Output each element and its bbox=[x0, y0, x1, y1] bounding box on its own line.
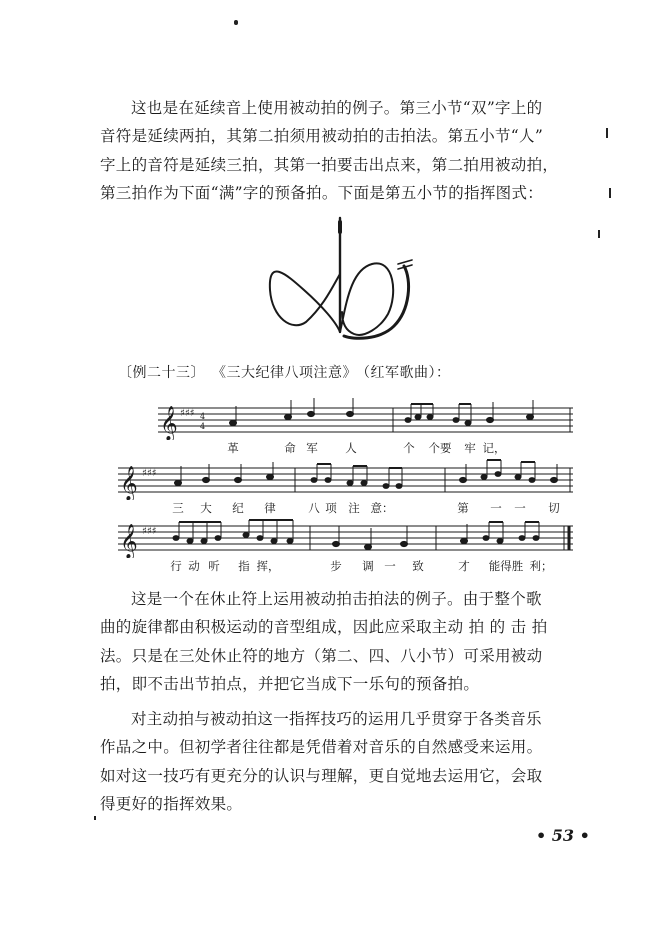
lyric: 记， bbox=[482, 441, 506, 455]
lyric: 八 bbox=[308, 501, 320, 515]
svg-text:4: 4 bbox=[200, 412, 206, 421]
text-line: 这是一个在休止符上运用被动拍击拍法的例子。由于整个歌 bbox=[131, 590, 542, 608]
text-line: 如对这一技巧有更充分的认识与理解，更自觉地去运用它，会取 bbox=[100, 766, 543, 785]
page-number: • 53 • bbox=[536, 826, 590, 845]
lyric: 一 bbox=[514, 501, 526, 515]
scan-speck bbox=[234, 20, 238, 25]
example-heading bbox=[118, 362, 451, 382]
svg-text:♯♯♯: ♯♯♯ bbox=[142, 526, 157, 537]
svg-text:𝄞: 𝄞 bbox=[120, 524, 138, 558]
scan-speck bbox=[598, 230, 600, 238]
text-line: 得更好的指挥效果。 bbox=[100, 794, 243, 813]
text-line: 字上的音符是延续三拍，其第一拍要击出点来，第二拍用被动拍， bbox=[100, 155, 559, 174]
lyric: 大 bbox=[200, 501, 212, 515]
text-line: 拍，即不击出节拍点，并把它当成下一乐句的预备拍。 bbox=[100, 674, 480, 693]
music-staff-2 bbox=[118, 456, 573, 516]
text-line: 第三拍作为下面“满”字的预备拍。下面是第五小节的指挥图式： bbox=[100, 183, 544, 202]
svg-text:𝄞: 𝄞 bbox=[160, 406, 178, 440]
lyric: 第 bbox=[457, 501, 469, 515]
lyric: 命 bbox=[284, 441, 296, 455]
song-title: 《三大纪律八项注意》 bbox=[219, 365, 357, 381]
lyric: 步 bbox=[330, 559, 342, 573]
text-line: 作品之中。但初学者往往都是凭借着对音乐的自然感受来运用。 bbox=[100, 738, 543, 757]
lyric: 军 bbox=[306, 441, 318, 455]
lyric: 注 bbox=[348, 501, 360, 515]
example-label: 〔例二十三〕 bbox=[118, 365, 205, 381]
paragraph-3 bbox=[100, 705, 600, 818]
music-staff-1 bbox=[118, 396, 573, 456]
lyric: 才 bbox=[458, 559, 470, 573]
lyric: 个 bbox=[403, 441, 415, 455]
paragraph-2 bbox=[100, 585, 600, 698]
lyric: 致 bbox=[412, 559, 424, 573]
lyric: 切 bbox=[548, 501, 560, 515]
text-line: 法。只是在三处休止符的地方（第二、四、八小节）可采用被动 bbox=[100, 646, 543, 665]
music-staff-3 bbox=[118, 514, 573, 574]
scan-speck bbox=[609, 188, 611, 198]
lyric: 人 bbox=[345, 441, 357, 455]
lyric: 牢 bbox=[464, 441, 476, 455]
staff-notation bbox=[118, 456, 573, 500]
lyric: 调 bbox=[362, 559, 374, 573]
song-note: （红军歌曲）： bbox=[363, 365, 451, 381]
lyric: 纪 bbox=[232, 501, 244, 515]
conducting-pattern-diagram bbox=[262, 214, 437, 344]
lyric: 律 bbox=[264, 501, 276, 515]
scan-speck bbox=[94, 816, 96, 820]
lyric: 一 bbox=[384, 559, 396, 573]
text-line: 这也是在延续音上使用被动拍的例子。第三小节“双”字上的 bbox=[131, 99, 543, 117]
staff-notation bbox=[118, 514, 573, 558]
lyric: 利； bbox=[529, 559, 553, 573]
lyric: 听 bbox=[208, 559, 220, 573]
lyric: 行 bbox=[170, 559, 182, 573]
lyric: 能得胜 bbox=[488, 559, 524, 573]
lyrics-row-1 bbox=[118, 440, 573, 454]
scan-speck bbox=[606, 128, 608, 138]
text-line: 对主动拍与被动拍这一指挥技巧的运用几乎贯穿于各类音乐 bbox=[131, 710, 542, 728]
svg-text:♯♯♯: ♯♯♯ bbox=[142, 468, 157, 479]
lyric: 革 bbox=[227, 441, 239, 455]
svg-text:♯♯♯: ♯♯♯ bbox=[180, 408, 195, 419]
lyric: 一 bbox=[490, 501, 502, 515]
paragraph-1 bbox=[100, 94, 600, 207]
lyrics-row-2 bbox=[118, 500, 573, 514]
lyric: 项 bbox=[325, 501, 337, 515]
lyric: 挥， bbox=[256, 559, 280, 573]
lyrics-row-3 bbox=[118, 558, 573, 572]
lyric: 三 bbox=[172, 501, 184, 515]
svg-text:4: 4 bbox=[200, 422, 206, 431]
lyric: 个要 bbox=[428, 441, 452, 455]
lyric: 动 bbox=[188, 559, 200, 573]
staff-notation bbox=[118, 396, 573, 440]
lyric: 意： bbox=[370, 501, 394, 515]
text-line: 音符是延续两拍，其第二拍须用被动拍的击拍法。第五小节“人” bbox=[100, 127, 544, 146]
text-line: 曲的旋律都由积极运动的音型组成，因此应采取主动 拍 的 击 拍 bbox=[100, 618, 548, 637]
lyric: 指 bbox=[238, 559, 250, 573]
svg-text:𝄞: 𝄞 bbox=[120, 466, 138, 500]
